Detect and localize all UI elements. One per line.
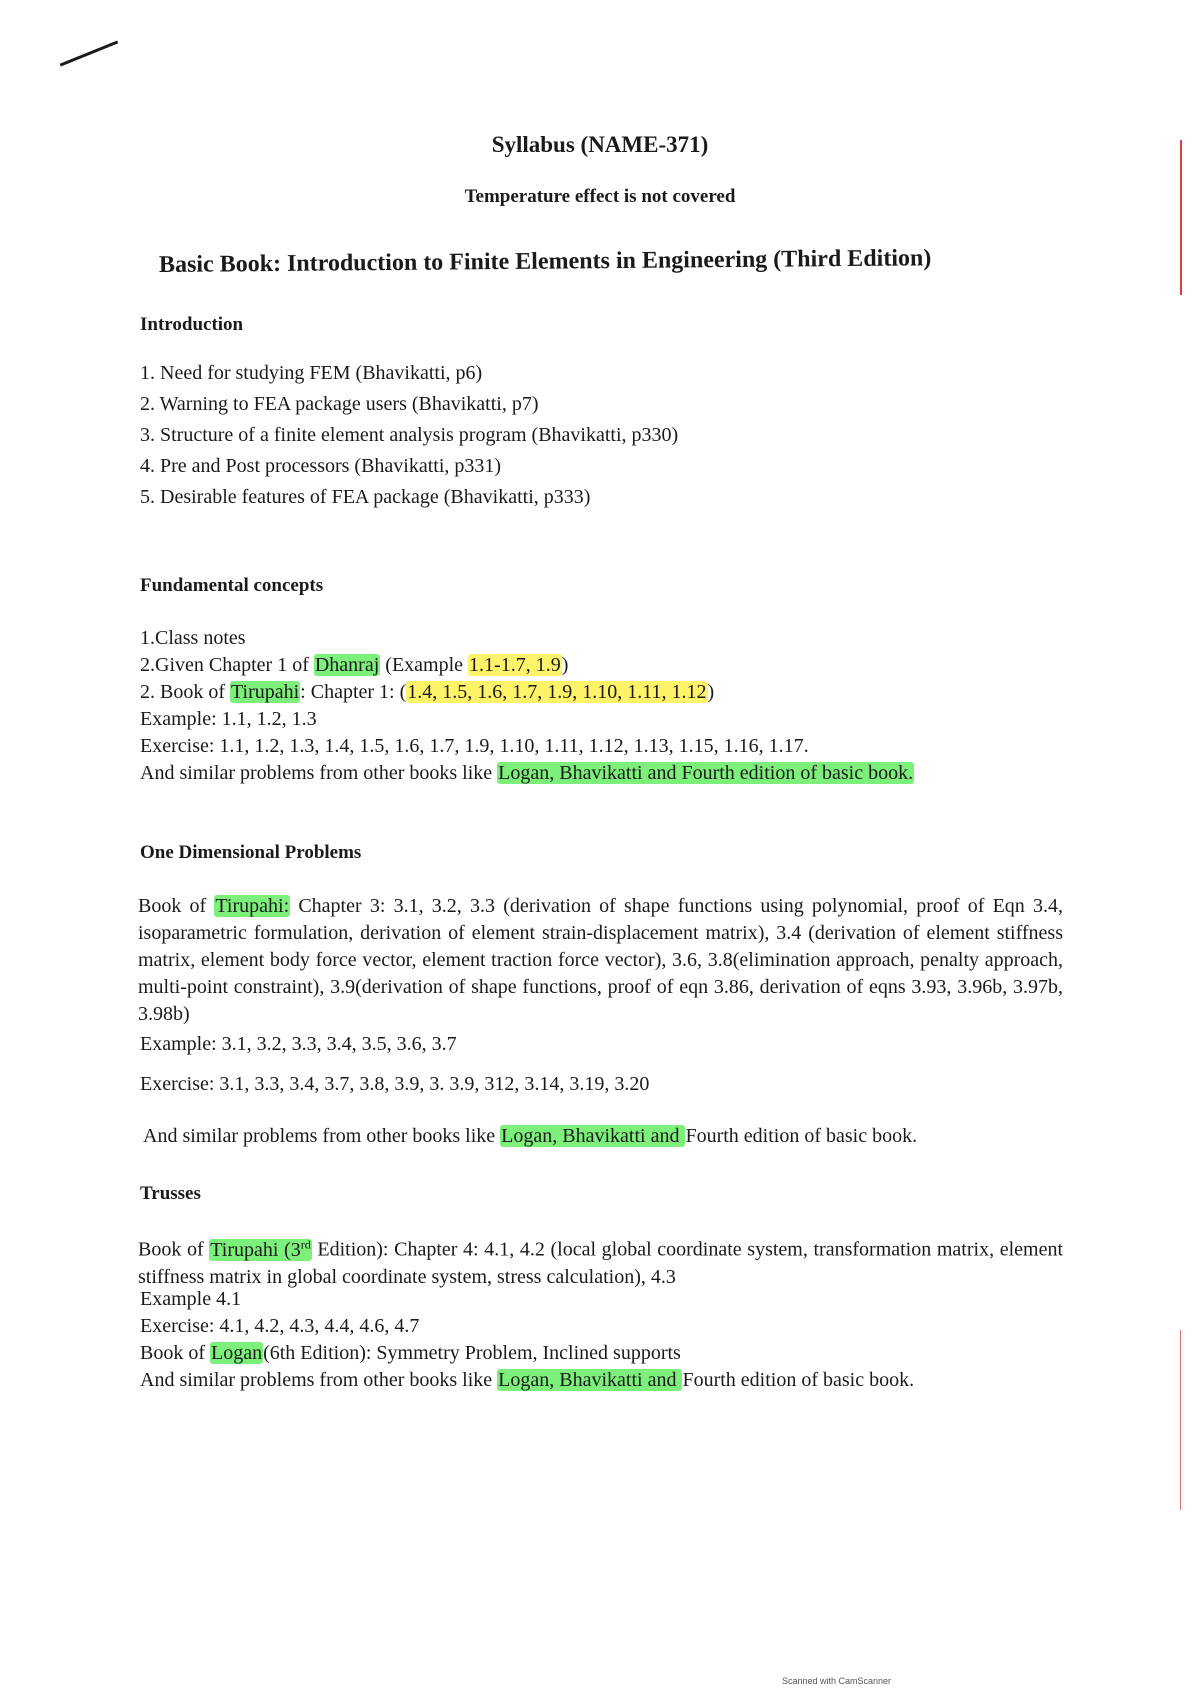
highlight-green: Tirupahi — [231, 681, 300, 703]
text: (Example — [380, 654, 469, 676]
basic-book-title: Basic Book: Introduction to Finite Elements in Engineering (Third Edition) — [158, 245, 932, 278]
highlight-green: Tirupahi: — [215, 895, 290, 917]
text: Chapter 3: 3.1, 3.2, 3.3 (derivation of shape functions using polynomial, proof of Eqn 3.4, isoparametric formulation, derivation of element strain-displacement matrix), 3.4 (derivation of element stiffness matrix, element body force vector, element traction force vector), 3.6, 3.8(elimination approach, penalty approach, multi-point constraint), 3.9(derivation of shape functions, proof of eqn 3.86, derivation of eqns 3.93, 3.96b, 3.97b, 3.98b) — [138, 895, 1064, 1025]
one-dim-heading: One Dimensional Problems — [140, 842, 362, 863]
text: Book of — [140, 1342, 210, 1364]
page-title: Syllabus (NAME-371) — [491, 132, 709, 157]
one-dim-similar — [143, 1125, 917, 1148]
fundamental-line: 1.Class notes — [140, 627, 246, 649]
intro-item: 5. Desirable features of FEA package (Bhavikatti, p333) — [140, 486, 591, 508]
trusses-example: Example 4.1 — [140, 1288, 242, 1310]
intro-item: 3. Structure of a finite element analysis program (Bhavikatti, p330) — [140, 424, 679, 446]
scanner-watermark: Scanned with CamScanner — [782, 1676, 892, 1686]
intro-item: 1. Need for studying FEM (Bhavikatti, p6) — [140, 362, 483, 384]
text: Edition): Chapter 4: 4.1, 4.2 (local global coordinate system, transformation matrix, element stiffness matrix in global coordinate system, stress calculation), 4.3 — [138, 1238, 1064, 1288]
trusses-logan — [140, 1342, 681, 1365]
highlight-green: Logan, Bhavikatti and — [498, 1369, 682, 1391]
intro-item: 2. Warning to FEA package users (Bhavikatti, p7) — [140, 393, 539, 415]
text: ) — [707, 681, 715, 703]
text: Book of — [138, 1238, 210, 1261]
text: 2.Given Chapter 1 of — [140, 654, 314, 676]
text: Tirupahi (3 — [210, 1238, 301, 1261]
highlight-green: Logan — [211, 1342, 263, 1364]
trusses-similar — [140, 1369, 914, 1392]
trusses-exercise: Exercise: 4.1, 4.2, 4.3, 4.4, 4.6, 4.7 — [140, 1315, 420, 1337]
fundamental-line: Exercise: 1.1, 1.2, 1.3, 1.4, 1.5, 1.6, 1.7, 1.9, 1.10, 1.11, 1.12, 1.13, 1.15, 1.16, 1.17. — [140, 735, 809, 757]
page-subtitle: Temperature effect is not covered — [464, 186, 736, 207]
fundamental-line — [140, 762, 914, 785]
fundamental-line: Example: 1.1, 1.2, 1.3 — [140, 708, 317, 730]
fundamental-line — [140, 681, 714, 704]
superscript: rd — [300, 1237, 311, 1251]
text: (6th Edition): Symmetry Problem, Inclined supports — [263, 1342, 681, 1364]
intro-item: 4. Pre and Post processors (Bhavikatti, p331) — [140, 455, 502, 477]
text: : Chapter 1: ( — [300, 681, 407, 703]
introduction-heading: Introduction — [140, 314, 244, 335]
margin-rule-bottom — [1180, 1330, 1181, 1510]
highlight-green: Logan, Bhavikatti and — [501, 1125, 685, 1147]
text: And similar problems from other books like — [140, 762, 498, 784]
text: And similar problems from other books like — [143, 1125, 501, 1147]
text: Book of — [138, 895, 215, 917]
one-dim-exercise: Exercise: 3.1, 3.3, 3.4, 3.7, 3.8, 3.9, 3. 3.9, 312, 3.14, 3.19, 3.20 — [140, 1073, 650, 1095]
highlight-green — [209, 1239, 311, 1261]
one-dim-paragraph — [138, 893, 1063, 1028]
margin-rule-top — [1180, 140, 1182, 295]
trusses-heading: Trusses — [140, 1183, 201, 1204]
fundamental-line — [140, 654, 568, 677]
highlight-yellow: 1.1-1.7, 1.9 — [469, 654, 561, 676]
highlight-green: Logan, Bhavikatti and Fourth edition of basic book. — [498, 762, 914, 784]
highlight-green: Dhanraj — [314, 654, 380, 676]
text: And similar problems from other books like — [140, 1369, 498, 1391]
text: ) — [561, 654, 569, 676]
fundamental-heading: Fundamental concepts — [140, 575, 324, 596]
text: 2. Book of — [140, 681, 230, 703]
one-dim-example: Example: 3.1, 3.2, 3.3, 3.4, 3.5, 3.6, 3.7 — [140, 1033, 457, 1055]
trusses-paragraph — [138, 1231, 1063, 1291]
highlight-yellow: 1.4, 1.5, 1.6, 1.7, 1.9, 1.10, 1.11, 1.12 — [407, 681, 707, 703]
pen-mark — [60, 40, 119, 66]
text: Fourth edition of basic book. — [682, 1369, 915, 1391]
text: Fourth edition of basic book. — [685, 1125, 918, 1147]
